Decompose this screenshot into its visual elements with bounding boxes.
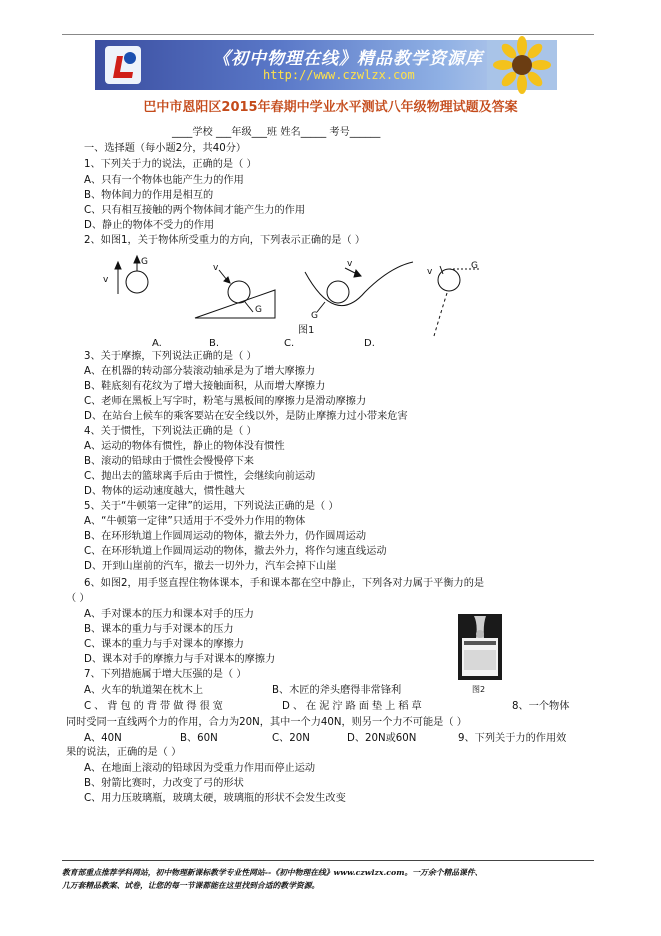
- fig1-option-c: C.: [284, 338, 295, 349]
- question-2: 2、如图1，关于物体所受重力的方向，下列表示正确的是（ ）: [84, 235, 366, 246]
- q7-option-d: D、在泥泞路面垫上稻草: [282, 701, 425, 712]
- fig1-g-label-c: G: [311, 311, 318, 321]
- question-5: 5、关于“牛顿第一定律”的运用，下列说法正确的是（ ）: [84, 501, 339, 512]
- q8-option-d: D、20N或60N: [347, 733, 417, 744]
- q6-option-d: D、课本对手的摩擦力与手对课本的摩擦力: [84, 654, 276, 665]
- sunflower-icon: [487, 40, 557, 90]
- q3-option-a: A、在机器的转动部分装滚动轴承是为了增大摩擦力: [84, 366, 316, 377]
- q4-option-a: A、运动的物体有惯性，静止的物体没有惯性: [84, 441, 285, 452]
- q6-option-b: B、课本的重力与手对课本的压力: [84, 624, 234, 635]
- q8-option-a: A、40N: [84, 733, 122, 744]
- footer: [62, 866, 622, 892]
- q1-option-c: C、只有相互接触的两个物体间才能产生力的作用: [84, 205, 306, 216]
- fig1-g-label-b: G: [255, 305, 262, 315]
- figure-2-photo: [458, 614, 502, 680]
- question-4: 4、关于惯性，下列说法正确的是（ ）: [84, 426, 257, 437]
- q1-option-d: D、静止的物体不受力的作用: [84, 220, 215, 231]
- q9-option-b: B、射箭比赛时，力改变了弓的形状: [84, 778, 244, 789]
- q7-option-b: B、木匠的斧头磨得非常锋利: [272, 685, 402, 696]
- fig1-g-label-d: G: [471, 261, 478, 271]
- page-title: 巴中市恩阳区2015年春期中学业水平测试八年级物理试题及答案: [143, 100, 518, 115]
- q3-option-c: C、老师在黑板上写字时，粉笔与黑板间的摩擦力是滑动摩擦力: [84, 396, 367, 407]
- footer-line-1: 教育部重点推荐学科网站，初中物理新课标教学专业性网站--《初中物理在线》www.czwlzx.com。一万余个精品课件、: [62, 868, 483, 877]
- footer-rule: [62, 860, 594, 861]
- q9-option-a: A、在地面上滚动的铅球因为受重力作用而停止运动: [84, 763, 316, 774]
- q6-option-c: C、课本的重力与手对课本的摩擦力: [84, 639, 244, 650]
- fig1-v-label-b: v: [213, 263, 219, 273]
- footer-line-2: 几万套精品教案、试卷，让您的每一节课都能在这里找到合适的教学资源。: [62, 881, 320, 890]
- q5-option-d: D、开到山崖前的汽车，撤去一切外力，汽车会掉下山崖: [84, 561, 337, 572]
- question-3: 3、关于摩擦，下列说法正确的是（ ）: [84, 351, 257, 362]
- question-8-start: 8、一个物体: [512, 701, 570, 712]
- header-rule: [62, 34, 594, 35]
- q1-option-b: B、物体间力的作用是相互的: [84, 190, 214, 201]
- question-9-start: 9、下列关于力的作用效: [458, 733, 567, 744]
- q8-option-b: B、60N: [180, 733, 218, 744]
- q8-option-c: C、20N: [272, 733, 310, 744]
- q1-option-a: A、只有一个物体也能产生力的作用: [84, 175, 244, 186]
- fig1-g-label-a: G: [141, 257, 148, 267]
- section-heading: 一、选择题（每小题2分，共40分）: [84, 143, 247, 154]
- q7-option-c: C、背包的背带做得很宽: [84, 701, 226, 712]
- q6-option-a: A、手对课本的压力和课本对手的压力: [84, 609, 254, 620]
- q4-option-d: D、物体的运动速度越大，惯性越大: [84, 486, 245, 497]
- q3-option-d: D、在站台上候车的乘客要站在安全线以外，是防止摩擦力过小带来危害: [84, 411, 408, 422]
- figure-1-caption: 图1: [298, 325, 315, 336]
- fig1-option-a: A.: [152, 338, 162, 349]
- fig1-option-d: D.: [364, 338, 375, 349]
- q7-option-a: A、火车的轨道架在枕木上: [84, 685, 204, 696]
- q5-option-c: C、在环形轨道上作圆周运动的物体，撤去外力，将作匀速直线运动: [84, 546, 387, 557]
- fig1-v-label-d: v: [427, 267, 433, 277]
- fig1-v-label-a: v: [103, 275, 109, 285]
- q9-option-c: C、用力压玻璃瓶，玻璃太硬，玻璃瓶的形状不会发生改变: [84, 793, 346, 804]
- question-9: 果的说法，正确的是（ ）: [66, 747, 182, 758]
- banner: [95, 40, 557, 90]
- figure-1-diagram: [95, 252, 478, 337]
- question-1: 1、下列关于力的说法，正确的是（ ）: [84, 159, 257, 170]
- fig1-option-b: B.: [209, 338, 220, 349]
- q3-option-b: B、鞋底刻有花纹为了增大接触面积，从而增大摩擦力: [84, 381, 326, 392]
- question-7: 7、下列措施属于增大压强的是（ ）: [84, 669, 247, 680]
- student-info-line: ____学校 ___年级___班 姓名_____ 考号______: [172, 127, 381, 138]
- banner-title: 《初中物理在线》精品教学资源库: [213, 49, 483, 69]
- q4-option-c: C、抛出去的篮球离手后由于惯性，会继续向前运动: [84, 471, 316, 482]
- banner-url: http://www.czwlzx.com: [263, 68, 415, 82]
- site-logo-icon: [103, 44, 143, 86]
- q4-option-b: B、滚动的铅球由于惯性会慢慢停下来: [84, 456, 254, 467]
- fig1-v-label-c: v: [347, 259, 353, 269]
- question-8: 同时受同一直线两个力的作用，合力为20N，其中一个力40N，则另一个力不可能是（ ）: [66, 717, 467, 728]
- q5-option-b: B、在环形轨道上作圆周运动的物体，撤去外力，仍作圆周运动: [84, 531, 367, 542]
- figure-2-caption: 图2: [472, 685, 486, 694]
- q5-option-a: A、“牛顿第一定律”只适用于不受外力作用的物体: [84, 516, 306, 527]
- question-6-paren: （ ）: [66, 593, 90, 604]
- question-6: 6、如图2，用手竖直捏住物体课本，手和课本都在空中静止，下列各对力属于平衡力的是: [84, 578, 485, 589]
